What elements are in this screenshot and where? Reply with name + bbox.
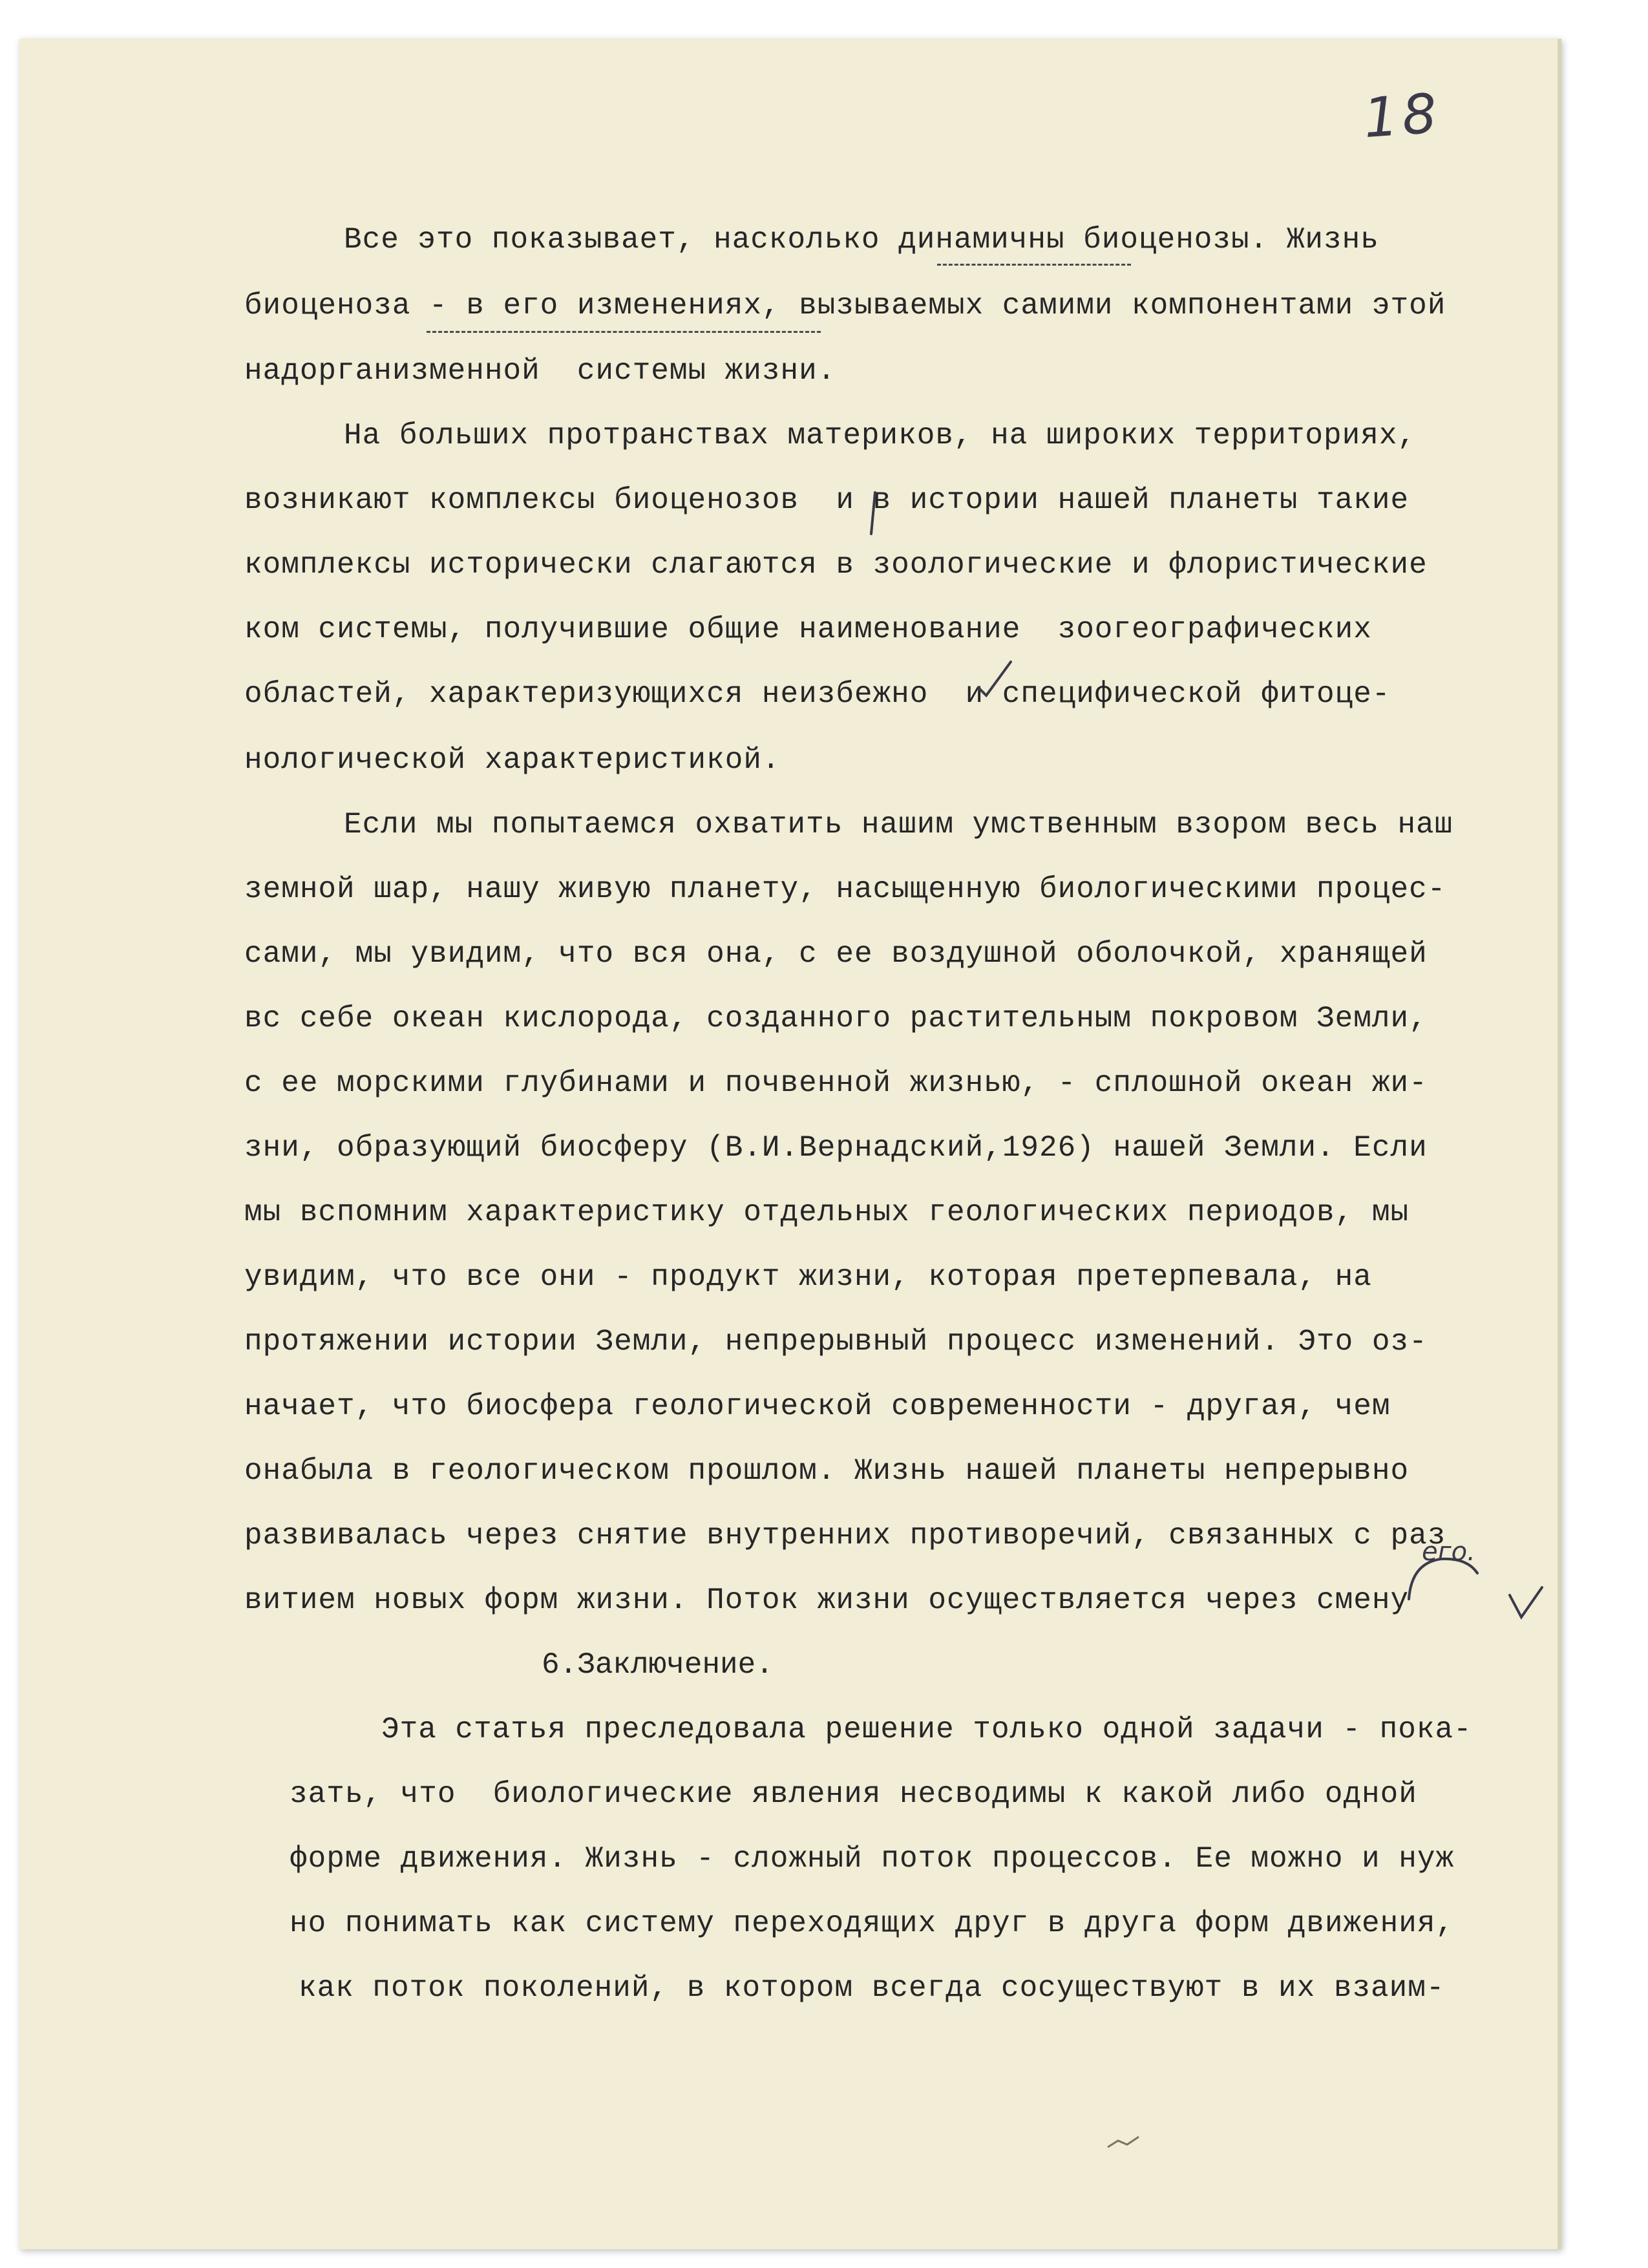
insertion-caret-icon bbox=[1402, 1551, 1486, 1603]
text-line: На больших протранствах материков, на широких территориях, bbox=[344, 419, 1417, 452]
text-line: Все это показывает, насколько динамичны биоценозы. Жизнь bbox=[344, 223, 1379, 257]
text-line: начает, что биосфера геологической современности - другая, чем bbox=[244, 1390, 1391, 1423]
pencil-check-icon bbox=[976, 659, 1015, 698]
text-line: протяжении истории Земли, непрерывный процесс изменений. Это оз- bbox=[244, 1325, 1428, 1359]
section-heading: 6.Заключение. bbox=[542, 1648, 774, 1682]
text-line: с ее морскими глубинами и почвенной жизнью, - сплошной океан жи- bbox=[244, 1066, 1428, 1100]
text-line: зни, образующий биосферу (В.И.Вернадский,1926) нашей Земли. Если bbox=[244, 1131, 1428, 1165]
text-line: областей, характеризующихся неизбежно и специфической фитоце- bbox=[244, 677, 1391, 711]
text-line: увидим, что все они - продукт жизни, которая претерпевала, на bbox=[244, 1260, 1372, 1294]
text-line: как поток поколений, в котором всегда сосуществуют в их взаим- bbox=[299, 1971, 1445, 2005]
insertion-check-icon bbox=[1506, 1584, 1545, 1622]
dashed-underline bbox=[937, 264, 1131, 266]
text-line: форме движения. Жизнь - сложный поток процессов. Ее можно и нуж bbox=[290, 1842, 1455, 1876]
text-line: онабыла в геологическом прошлом. Жизнь нашей планеты непрерывно bbox=[244, 1454, 1410, 1488]
paper-speck-icon bbox=[1105, 2133, 1144, 2152]
text-line: но понимать как систему переходящих друг в друга форм движения, bbox=[290, 1907, 1455, 1940]
text-line: надорганизменной системы жизни. bbox=[244, 354, 836, 388]
text-line: биоценоза - в его изменениях, вызываемых самими компонентами этой bbox=[244, 289, 1446, 323]
text-line: комплексы исторически слагаются в зоологические и флористические bbox=[244, 548, 1428, 582]
document-sheet bbox=[19, 39, 1561, 2249]
text-line: земной шар, нашу живую планету, насыщенную биологическими процес- bbox=[244, 873, 1446, 906]
text-line: ком системы, получившие общие наименование зоогеографических bbox=[244, 613, 1372, 646]
dashed-underline bbox=[427, 331, 821, 333]
text-line: мы вспомним характеристику отдельных геологических периодов, мы bbox=[244, 1196, 1410, 1229]
text-line: Если мы попытаемся охватить нашим умственным взором весь наш bbox=[344, 808, 1453, 842]
text-line: нологической характеристикой. bbox=[244, 743, 781, 777]
text-line: сами, мы увидим, что вся она, с ее воздушной оболочкой, хранящей bbox=[244, 937, 1428, 971]
text-line: развивалась через снятие внутренних противоречий, связанных с раз bbox=[244, 1519, 1446, 1553]
text-line: вс себе океан кислорода, созданного растительным покровом Земли, bbox=[244, 1002, 1428, 1035]
text-line: Эта статья преследовала решение только одной задачи - пока- bbox=[381, 1713, 1472, 1746]
pencil-tick-icon bbox=[867, 491, 880, 536]
page-number: 18 bbox=[1361, 81, 1443, 151]
text-line: зать, что биологические явления несводимы к какой либо одной bbox=[290, 1777, 1417, 1811]
text-line: витием новых форм жизни. Поток жизни осуществляется через смену bbox=[244, 1584, 1410, 1617]
text-line: возникают комплексы биоценозов и в истории нашей планеты такие bbox=[244, 483, 1410, 517]
handwritten-insertion: его. bbox=[1422, 1537, 1475, 1567]
